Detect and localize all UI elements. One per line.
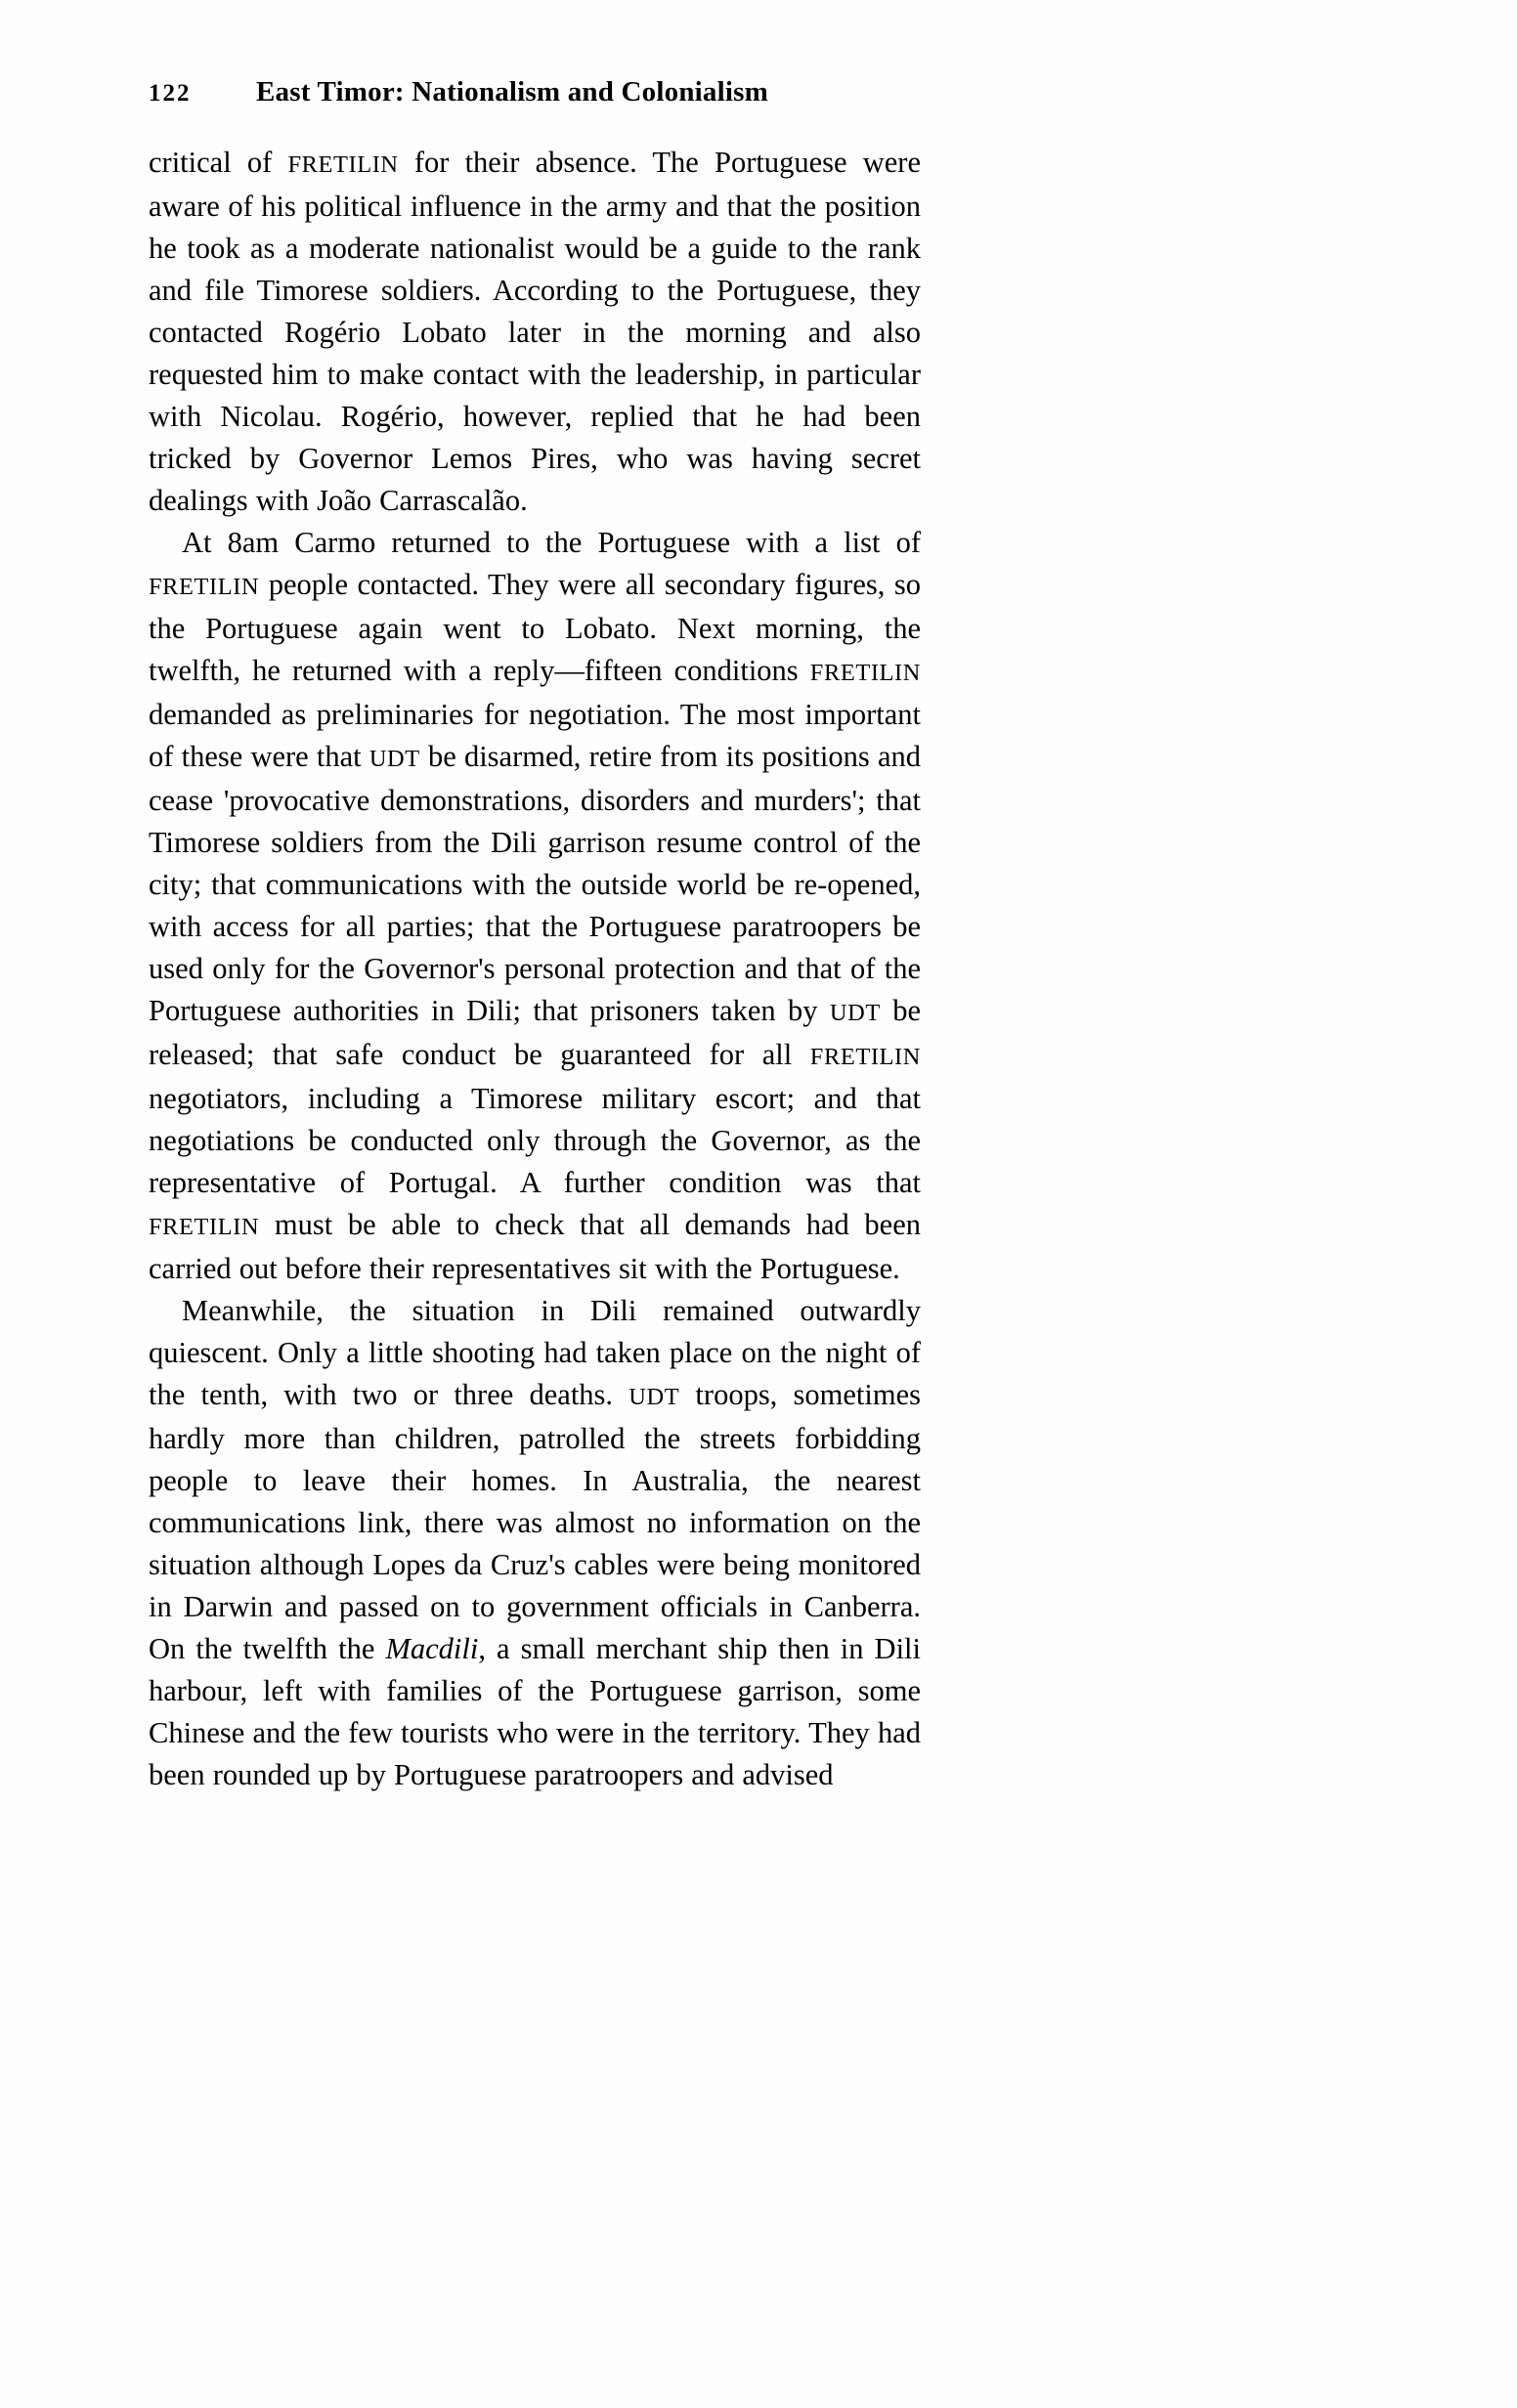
- acronym-small-caps: FRETILIN: [287, 151, 399, 178]
- body-text-block: [149, 142, 921, 1796]
- acronym-small-caps: UDT: [368, 746, 420, 772]
- acronym-small-caps: UDT: [628, 1384, 680, 1410]
- running-head: [149, 76, 921, 108]
- acronym-small-caps: FRETILIN: [809, 660, 921, 686]
- italic-ship-name: Macdili: [385, 1632, 479, 1665]
- acronym-small-caps: FRETILIN: [149, 574, 260, 600]
- acronym-small-caps: FRETILIN: [149, 1214, 260, 1240]
- paragraph-2: At 8am Carmo returned to the Portuguese with a list of FRETILIN people contacted. They were all secondary figures, so the Portuguese again went to Lobato. Next morning, the twelfth, he returned with a reply—fifteen conditions FRETILIN demanded as preliminaries for negotiation. The most important of these were that UDT be disarmed, retire from its positions and cease 'provocative demonstrations, disorders and murders'; that Timorese soldiers from the Dili garrison resume control of the city; that communications with the outside world be re-opened, with access for all parties; that the Portuguese paratroopers be used only for the Governor's personal protection and that of the Portuguese authorities in Dili; that prisoners taken by UDT be released; that safe conduct be guaranteed for all FRETILIN negotiators, including a Timorese military escort; and that negotiations be conducted only through the Governor, as the representative of Portugal. A further condition was that FRETILIN must be able to check that all demands had been carried out before their representatives sit with the Portuguese.: [149, 526, 921, 1285]
- paragraph-1: critical of FRETILIN for their absence. The Portuguese were aware of his political influence in the army and that the position he took as a moderate nationalist would be a guide to the rank and file Timorese soldiers. According to the Portuguese, they contacted Rogério Lobato later in the morning and also requested him to make contact with the leadership, in particular with Nicolau. Rogério, however, replied that he had been tricked by Governor Lemos Pires, who was having secret dealings with João Carrascalão.: [149, 146, 921, 517]
- acronym-small-caps: UDT: [829, 1000, 881, 1026]
- paragraph-3: Meanwhile, the situation in Dili remained outwardly quiescent. Only a little shooting had taken place on the night of the tenth, with two or three deaths. UDT troops, sometimes hardly more than children, patrolled the streets forbidding people to leave their homes. In Australia, the nearest communications link, there was almost no information on the situation although Lopes da Cruz's cables were being monitored in Darwin and passed on to government officials in Canberra. On the twelfth the Macdili, a small merchant ship then in Dili harbour, left with families of the Portuguese garrison, some Chinese and the few tourists who were in the territory. They had been rounded up by Portuguese paratroopers and advised: [149, 1294, 921, 1791]
- page-number: 122: [149, 80, 192, 107]
- acronym-small-caps: FRETILIN: [809, 1044, 921, 1070]
- running-head-title: East Timor: Nationalism and Colonialism: [256, 76, 768, 108]
